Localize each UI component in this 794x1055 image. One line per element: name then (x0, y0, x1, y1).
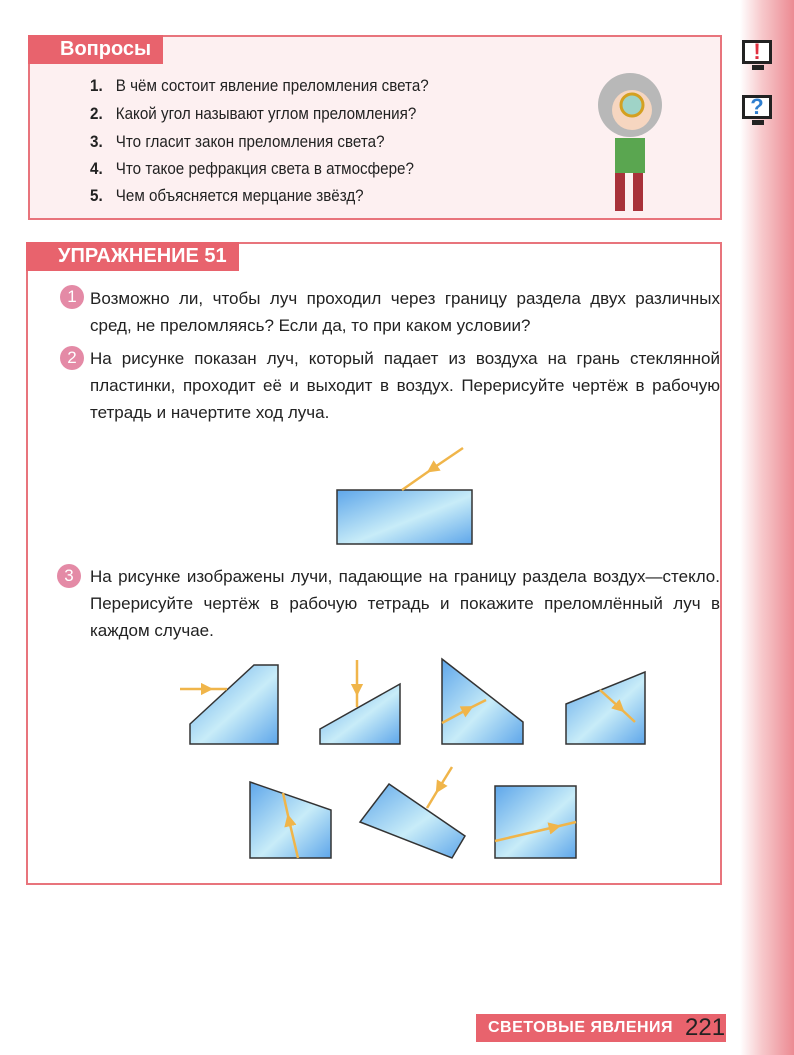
question-item: 4. Что такое рефракция света в атмосфере? (90, 160, 414, 178)
glass-shape (566, 672, 645, 744)
exercise-title: УПРАЖНЕНИЕ 51 (26, 242, 239, 271)
item-number: 3 (57, 564, 81, 588)
question-monitor-icon[interactable]: ? (742, 95, 772, 119)
exclamation-monitor-icon[interactable]: ! (742, 40, 772, 64)
exercise-item-2: На рисунке показан луч, который падает из воздуха на грань стеклянной пластинки, проходит её и выходит в воздух. Перерисуйте чертёж в рабочую тетрадь и начертите ход луча. (90, 349, 720, 422)
exercise-item-3: На рисунке изображены лучи, падающие на границу раздела воздух—стекло. Перерисуйте чертёж в рабочую тетрадь и покажите преломлённый луч в каждом случае. (90, 567, 720, 640)
ray (427, 767, 452, 808)
page-number: 221 (685, 1014, 726, 1041)
glass-shape (360, 784, 465, 858)
question-item: 3. Что гласит закон преломления света? (90, 133, 385, 151)
glass-shape (250, 782, 331, 858)
ray (402, 448, 463, 490)
question-item: 1. В чём состоит явление преломления света? (90, 77, 429, 95)
glass-plate (337, 490, 472, 544)
question-item: 5. Чем объясняется мерцание звёзд? (90, 187, 364, 205)
section-title: СВЕТОВЫЕ ЯВЛЕНИЯ (488, 1019, 674, 1036)
professor-illustration (598, 73, 662, 211)
glass-shape (190, 665, 278, 744)
glass-shape (495, 786, 576, 858)
glass-shape (320, 684, 400, 744)
question-item: 2. Какой угол называют углом преломления? (90, 105, 417, 123)
item-number: 2 (60, 346, 84, 370)
questions-title: Вопросы (28, 35, 163, 64)
exercise-item-1: Возможно ли, чтобы луч проходил через границу раздела двух различных сред, не преломляясь? Если да, то при каком условии? (90, 289, 720, 335)
page-footer (476, 1014, 726, 1042)
item-number: 1 (60, 285, 84, 309)
